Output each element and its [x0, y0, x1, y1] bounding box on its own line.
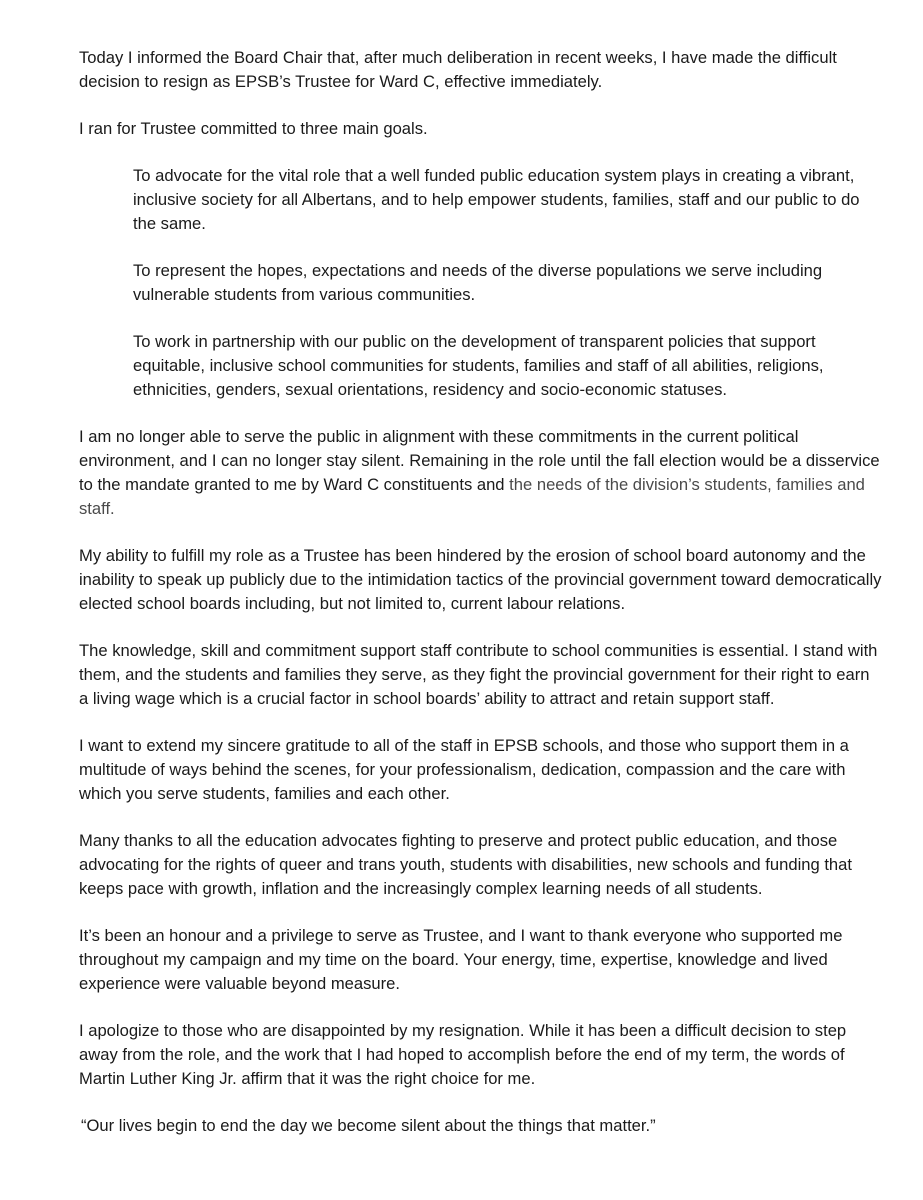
advocates-paragraph: Many thanks to all the education advocates fighting to preserve and protect public education, and those advocating for the rights of queer and trans youth, students with disabilities, new schools and funding that keeps pace with growth, inflation and the increasingly complex learning needs of all students.: [79, 831, 853, 898]
goal-item-2: To represent the hopes, expectations and needs of the diverse populations we serve including vulnerable students from various communities.: [133, 261, 823, 304]
honour-paragraph: It’s been an honour and a privilege to serve as Trustee, and I want to thank everyone who supported me throughout my campaign and my time on the board. Your energy, time, expertise, knowledge and lived experience were valuable beyond measure.: [79, 926, 843, 993]
goals-intro-paragraph: I ran for Trustee committed to three main goals.: [79, 119, 428, 138]
hindered-paragraph: My ability to fulfill my role as a Trustee has been hindered by the erosion of school board autonomy and the inability to speak up publicly due to the intimidation tactics of the provincial government toward democratically elected school boards including, but not limited to, current labour relations.: [79, 546, 882, 613]
no-longer-able-tail-text: the needs of the division’s students, families and staff.: [79, 475, 865, 518]
goal-item-3: To work in partnership with our public on the development of transparent policies that support equitable, inclusive school communities for students, families and staff of all abilities, religions, ethnicities, genders, sexual orientations, residency and socio-economic statuses.: [133, 332, 824, 399]
goal-item-1: To advocate for the vital role that a well funded public education system plays in creating a vibrant, inclusive society for all Albertans, and to help empower students, families, staff and our public to do the same.: [133, 166, 860, 233]
goals-list: [133, 164, 883, 402]
intro-paragraph: Today I informed the Board Chair that, after much deliberation in recent weeks, I have made the difficult decision to resign as EPSB’s Trustee for Ward C, effective immediately.: [79, 48, 837, 91]
no-longer-able-text: I am no longer able to serve the public in alignment with these commitments in the current political environment, and I can no longer stay silent. Remaining in the role until the fall election would be a disservice to the mandate granted to me by Ward C constituents and: [79, 427, 880, 494]
closing-quote: “Our lives begin to end the day we become silent about the things that matter.”: [81, 1116, 656, 1135]
support-staff-paragraph: The knowledge, skill and commitment support staff contribute to school communities is essential. I stand with them, and the students and families they serve, as they fight the provincial government for their right to earn a living wage which is a crucial factor in school boards’ ability to attract and retain support staff.: [79, 641, 878, 708]
no-longer-able-paragraph: [79, 425, 883, 521]
apology-paragraph: I apologize to those who are disappointed by my resignation. While it has been a difficult decision to step away from the role, and the work that I had hoped to accomplish before the end of my term, the words of Martin Luther King Jr. affirm that it was the right choice for me.: [79, 1021, 847, 1088]
gratitude-paragraph: I want to extend my sincere gratitude to all of the staff in EPSB schools, and those who support them in a multitude of ways behind the scenes, for your professionalism, dedication, compassion and the care with which you serve students, families and each other.: [79, 736, 849, 803]
